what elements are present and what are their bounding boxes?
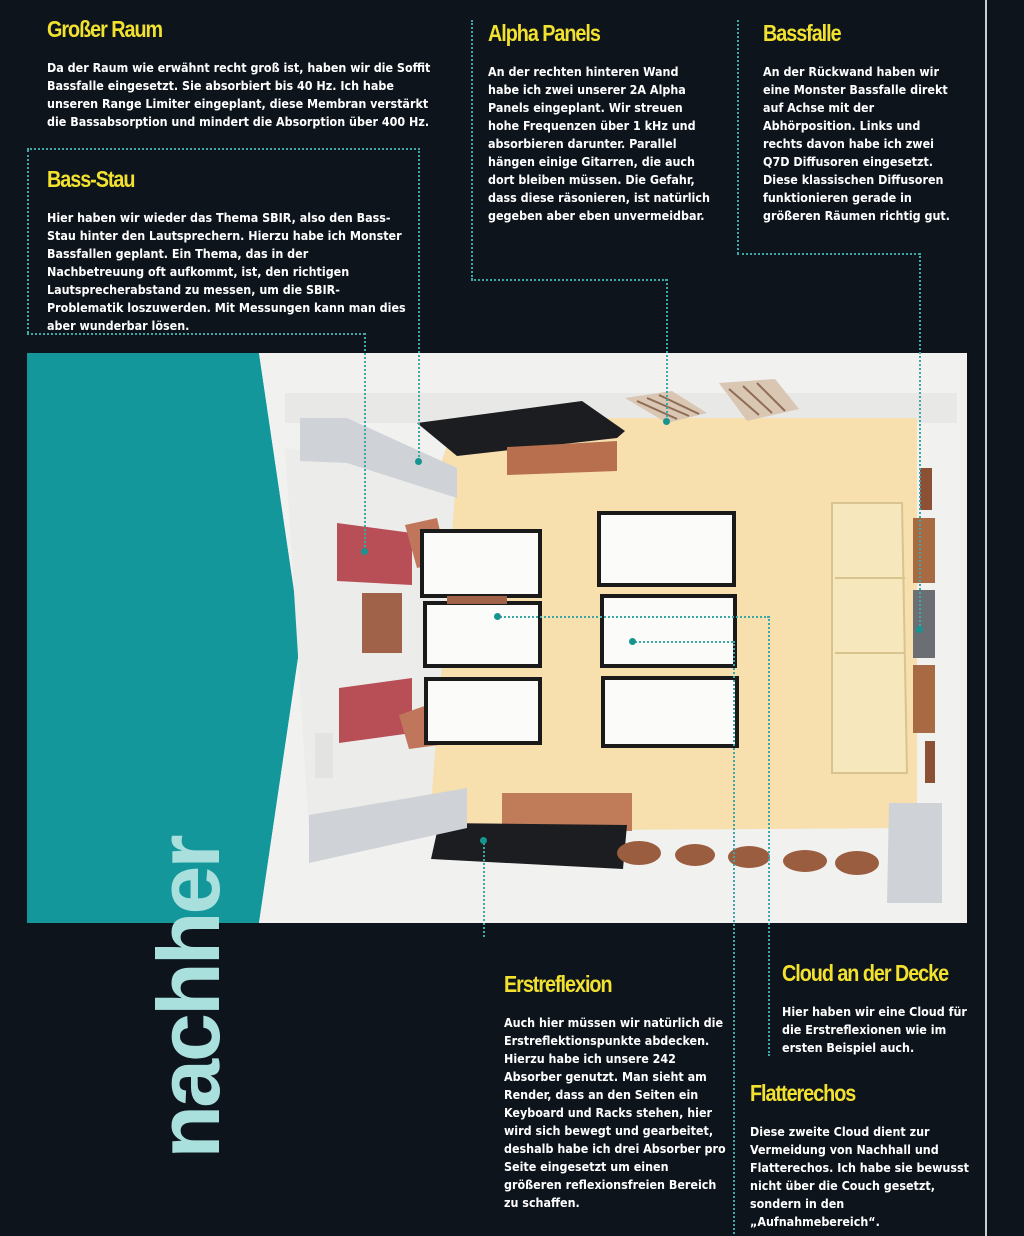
- absorber-242-right: [599, 513, 737, 746]
- alpha-panel-top: [913, 518, 935, 583]
- couch-right: [832, 503, 907, 773]
- right-edge-rule: [985, 0, 987, 1236]
- rack-right: [887, 803, 942, 903]
- section-body: Hier haben wir eine Cloud für die Erstreflexionen wie im ersten Beispiel auch.: [782, 1004, 967, 1055]
- bass-trap-front: [507, 441, 617, 475]
- alpha-panel-bottom: [913, 665, 935, 733]
- section-erstreflexion: [504, 971, 729, 1212]
- section-body: Diese zweite Cloud dient zur Vermeidung von Nachhall und Flatterechos. Ich habe sie bewusst nicht über die Couch gesetzt, sondern in den „Aufnahmebereich“.: [750, 1124, 969, 1229]
- leader-line: [471, 279, 667, 281]
- callout-pin: [663, 418, 670, 425]
- section-title: Bassfalle: [763, 20, 841, 46]
- callout-pin: [629, 638, 636, 645]
- section-title: Alpha Panels: [488, 20, 600, 46]
- leader-line: [27, 333, 365, 335]
- leader-line: [418, 148, 420, 461]
- desk-brown: [362, 593, 402, 653]
- section-bass-stau: [47, 166, 407, 335]
- section-title: Großer Raum: [47, 16, 163, 42]
- leader-line: [27, 148, 420, 150]
- callout-pin: [361, 548, 368, 555]
- leader-line: [768, 616, 770, 1056]
- monster-bass-trap-right: [913, 590, 935, 658]
- section-title: Bass-Stau: [47, 166, 135, 192]
- leader-line: [733, 641, 735, 1234]
- render-label: nachher: [139, 837, 238, 1159]
- section-title: Cloud an der Decke: [782, 960, 949, 986]
- section-body: Auch hier müssen wir natürlich die Erstreflektionspunkte abdecken. Hierzu habe ich unsere 242 Absorber genutzt. Man sieht am Render, dass an den Seiten ein Keyboard und Racks stehen, hier wird sich bewegt und gearbeitet, deshalb habe ich drei Absorber pro Seite eingesetzt um einen größeren reflexionsfreien Bereich zu schaffen.: [504, 1015, 726, 1210]
- leader-line: [737, 20, 739, 254]
- leader-line: [364, 333, 366, 551]
- section-title: Erstreflexion: [504, 971, 612, 997]
- leader-line: [632, 641, 733, 643]
- section-title: Flatterechos: [750, 1080, 856, 1106]
- section-flatterechos: [750, 1080, 970, 1231]
- section-alpha-panels: [488, 20, 710, 225]
- guitar-right-top: [920, 468, 932, 510]
- section-body: Hier haben wir wieder das Thema SBIR, also den Bass-Stau hinter den Lautsprechern. Hierzu habe ich Monster Bassfallen geplant. Ein Thema, das in der Nachbetreuung oft aufkommt, ist, den richtigen Lautsprecherabstand zu messen, um die SBIR-Problematik loszuwerden. Mit Messungen kann man dies aber wunderbar lösen.: [47, 210, 406, 333]
- leader-line: [471, 20, 473, 280]
- section-cloud-an-der-decke: [782, 960, 972, 1057]
- section-grosser-raum: [47, 16, 437, 131]
- section-body: An der Rückwand haben wir eine Monster Bassfalle direkt auf Achse mit der Abhörposition. Links und rechts davon habe ich zwei Q7D Diffusoren eingesetzt. Diese klassischen Diffusoren funktionieren gerade in größeren Räumen richtig gut.: [763, 64, 950, 223]
- leader-line: [919, 253, 921, 629]
- callout-pin: [480, 837, 487, 844]
- guitar-right-bottom: [925, 741, 935, 783]
- leader-line: [483, 840, 485, 937]
- leader-line: [666, 279, 668, 421]
- monster-bass-trap-top: [337, 523, 412, 585]
- callout-pin: [415, 458, 422, 465]
- guitar-left: [315, 733, 333, 778]
- callout-pin: [916, 626, 923, 633]
- section-bassfalle: [763, 20, 955, 225]
- leader-line: [27, 150, 29, 333]
- section-body: An der rechten hinteren Wand habe ich zwei unserer 2A Alpha Panels eingeplant. Wir streuen hohe Frequenzen über 1 kHz und absorbieren darunter. Parallel hängen einige Gitarren, die auch dort bleiben müssen. Die Gefahr, dass diese räsonieren, ist natürlich gegeben aber eben unvermeidbar.: [488, 64, 710, 223]
- monster-bass-trap-bottom: [339, 678, 412, 743]
- absorber-stand: [447, 596, 507, 604]
- callout-pin: [494, 613, 501, 620]
- leader-line: [737, 253, 920, 255]
- leader-line: [497, 616, 769, 618]
- section-body: Da der Raum wie erwähnt recht groß ist, haben wir die Soffit Bassfalle eingesetzt. Sie absorbiert bis 40 Hz. Ich habe unseren Range Limiter eingeplant, diese Membran verstärkt die Bassabsorption und mindert die Absorption über 400 Hz.: [47, 60, 431, 129]
- absorber-242-left: [422, 531, 540, 743]
